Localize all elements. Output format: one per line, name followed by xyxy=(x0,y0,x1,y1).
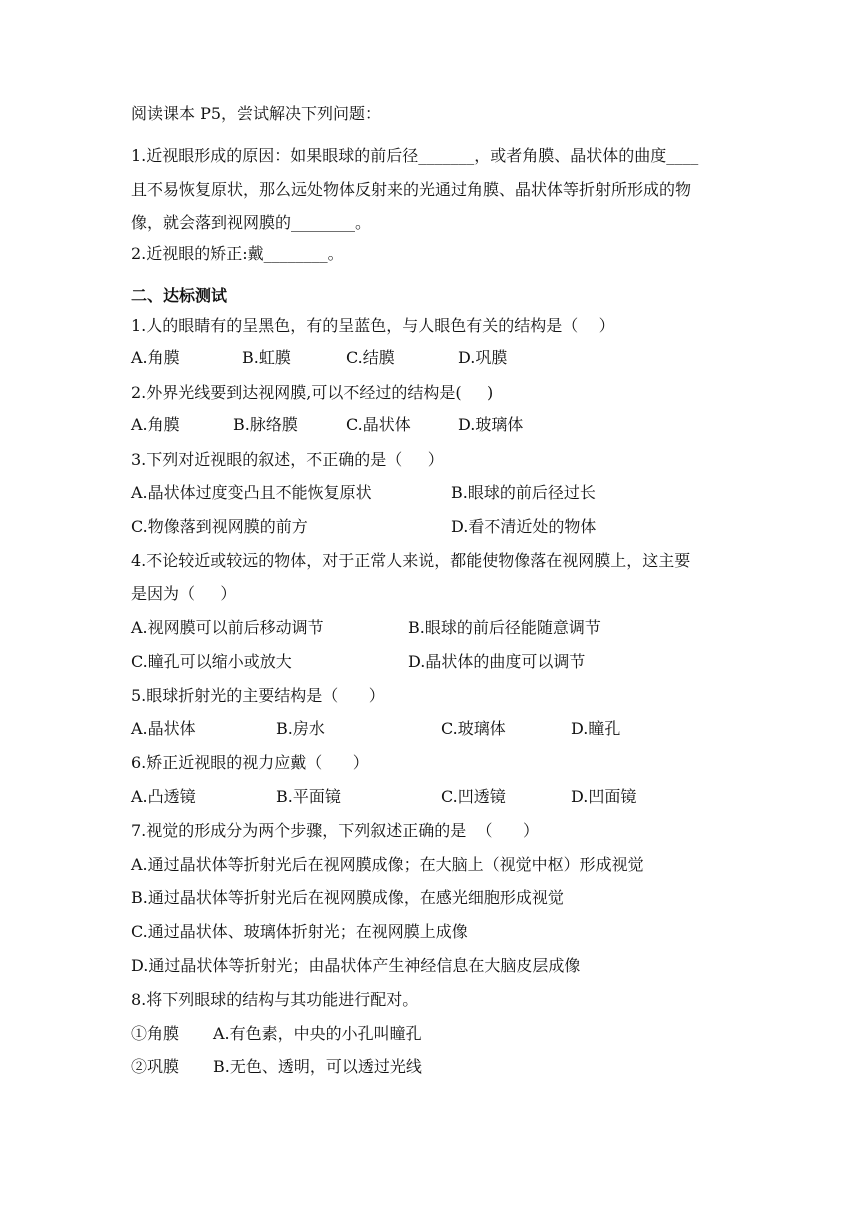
question-6-option-c: C.凹透镜 xyxy=(441,787,506,806)
question-8-stem: 8.将下列眼球的结构与其功能进行配对。 xyxy=(131,990,419,1009)
question-3-option-d: D.看不清近处的物体 xyxy=(451,517,597,536)
question-5-stem: 5.眼球折射光的主要结构是（ ） xyxy=(131,686,385,705)
question-3-option-c: C.物像落到视网膜的前方 xyxy=(131,517,308,536)
question-7-option-c: C.通过晶状体、玻璃体折射光；在视网膜上成像 xyxy=(131,922,468,941)
question-1-option-b: B.虹膜 xyxy=(242,348,291,367)
intro-lead: 阅读课本 P5，尝试解决下列问题： xyxy=(131,104,382,123)
question-6-option-a: A.凸透镜 xyxy=(131,787,196,806)
q2-line: 2.近视眼的矫正:戴________。 xyxy=(131,244,344,263)
pair-2-structure: ②巩膜 xyxy=(131,1057,180,1076)
question-2-option-a: A.角膜 xyxy=(131,415,180,434)
pair-1-structure: ①角膜 xyxy=(131,1024,180,1043)
question-4-option-a: A.视网膜可以前后移动调节 xyxy=(131,618,324,637)
pair-2-function: B.无色、透明，可以透过光线 xyxy=(213,1057,422,1076)
section-title: 二、达标测试 xyxy=(131,286,228,305)
question-1-stem: 1.人的眼睛有的呈黑色，有的呈蓝色，与人眼色有关的结构是（ ） xyxy=(131,316,615,335)
question-2-option-c: C.晶状体 xyxy=(346,415,411,434)
question-4-stem-line-2: 是因为（ ） xyxy=(131,584,237,603)
question-6-option-d: D.凹面镜 xyxy=(571,787,637,806)
question-5-option-b: B.房水 xyxy=(276,719,325,738)
question-1-option-c: C.结膜 xyxy=(346,348,395,367)
question-4-stem-line-1: 4.不论较近或较远的物体，对于正常人来说，都能使物像落在视网膜上，这主要 xyxy=(131,551,691,570)
question-3-option-a: A.晶状体过度变凸且不能恢复原状 xyxy=(131,483,372,502)
question-5-option-d: D.瞳孔 xyxy=(571,719,621,738)
question-4-option-b: B.眼球的前后径能随意调节 xyxy=(408,618,601,637)
pair-1-function: A.有色素，中央的小孔叫瞳孔 xyxy=(213,1024,422,1043)
question-5-option-a: A.晶状体 xyxy=(131,719,196,738)
question-7-option-d: D.通过晶状体等折射光；由晶状体产生神经信息在大脑皮层成像 xyxy=(131,956,581,975)
question-4-option-d: D.晶状体的曲度可以调节 xyxy=(408,652,586,671)
question-2-option-b: B.脉络膜 xyxy=(233,415,298,434)
question-5-option-c: C.玻璃体 xyxy=(441,719,506,738)
question-1-option-d: D.巩膜 xyxy=(458,348,508,367)
question-4-option-c: C.瞳孔可以缩小或放大 xyxy=(131,652,292,671)
question-3-stem: 3.下列对近视眼的叙述，不正确的是（ ） xyxy=(131,450,444,469)
q1-line-2: 且不易恢复原状，那么远处物体反射来的光通过角膜、晶状体等折射所形成的物 xyxy=(131,180,692,199)
question-6-stem: 6.矫正近视眼的视力应戴（ ） xyxy=(131,753,369,772)
q1-line-1: 1.近视眼形成的原因：如果眼球的前后径_______，或者角膜、晶状体的曲度____ xyxy=(131,146,699,165)
question-7-option-a: A.通过晶状体等折射光后在视网膜成像；在大脑上（视觉中枢）形成视觉 xyxy=(131,855,644,874)
question-2-stem: 2.外界光线要到达视网膜,可以不经过的结构是( ) xyxy=(131,383,494,402)
question-6-option-b: B.平面镜 xyxy=(276,787,341,806)
question-7-stem: 7.视觉的形成分为两个步骤，下列叙述正确的是 （ ） xyxy=(131,821,539,840)
q1-line-3: 像，就会落到视网膜的________。 xyxy=(131,213,372,232)
question-2-option-d: D.玻璃体 xyxy=(458,415,524,434)
question-3-option-b: B.眼球的前后径过长 xyxy=(451,483,596,502)
question-7-option-b: B.通过晶状体等折射光后在视网膜成像，在感光细胞形成视觉 xyxy=(131,888,564,907)
question-1-option-a: A.角膜 xyxy=(131,348,180,367)
